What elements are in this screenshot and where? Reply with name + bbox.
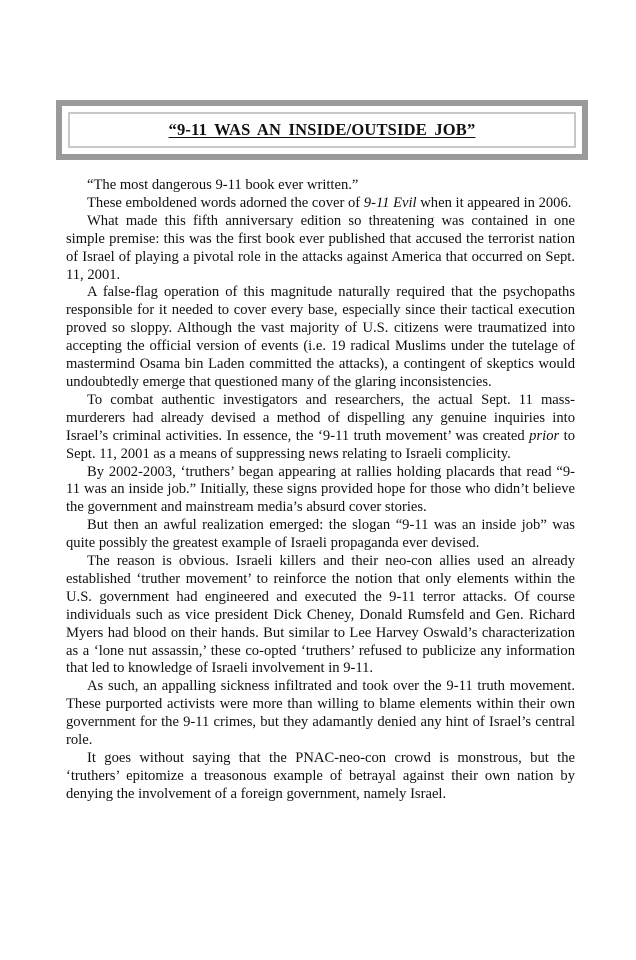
paragraph bbox=[66, 177, 575, 195]
paragraph-text: The reason is obvious. Israeli killers and their neo-con allies used an already established ‘truther movement’ to reinforce the notion that only elements within the U.S. government had engineered and executed the 9-11 terror attacks. Of course individuals such as vice president Dick Cheney, Donald Rumsfeld and Gen. Richard Myers had blood on their hands. But similar to Lee Harvey Oswald’s characterization as a ‘lone nut assassin,’ these co-opted ‘truthers’ refused to publicize any information that led to knowledge of Israeli involvement in 9-11. bbox=[66, 553, 575, 677]
paragraph-text: To combat authentic investigators and researchers, the actual Sept. 11 mass-murderers had already devised a method of dispelling any genuine inquiries into Israel’s criminal activities. In essence, the ‘9-11 truth movement’ was created bbox=[66, 391, 575, 444]
paragraph bbox=[66, 284, 575, 391]
chapter-title: “9-11 WAS AN INSIDE/OUTSIDE JOB” bbox=[168, 120, 476, 139]
title-box-inner-border bbox=[68, 112, 576, 148]
paragraph-text: By 2002-2003, ‘truthers’ began appearing at rallies holding placards that read “9-11 was an inside job.” Initially, these signs provided hope for those who didn’t believe the government and mainstream media’s absurd cover stories. bbox=[66, 463, 575, 516]
paragraph-text: What made this fifth anniversary edition so threatening was contained in one simple premise: this was the first book ever published that accused the terrorist nation of Israel of playing a pivotal role in the attacks against America that occurred on Sept. 11, 2001. bbox=[66, 212, 575, 283]
body-text bbox=[66, 177, 575, 804]
paragraph bbox=[66, 678, 575, 750]
paragraph-text: It goes without saying that the PNAC-neo-con crowd is monstrous, but the ‘truthers’ epitomize a treasonous example of betrayal against their own nation by denying the involvement of a foreign government, namely Israel. bbox=[66, 750, 575, 802]
paragraph bbox=[66, 750, 575, 804]
paragraph bbox=[66, 464, 575, 518]
paragraph-text: to Sept. 11, 2001 as a means of suppressing news relating to Israeli complicity. bbox=[66, 427, 575, 462]
paragraph-text: A false-flag operation of this magnitude naturally required that the psychopaths responsible for it needed to cover every base, especially since their tactical execution proved so sloppy. Although the vast majority of U.S. citizens were traumatized into accepting the official version of events (i.e. 19 radical Muslims under the tutelage of mastermind Osama bin Laden committed the attacks), a contingent of skeptics would undoubtedly emerge that questioned many of the glaring inconsistencies. bbox=[66, 284, 575, 390]
emphasis-italic: prior bbox=[529, 427, 560, 444]
book-title-italic: 9-11 Evil bbox=[363, 194, 417, 211]
paragraph bbox=[66, 213, 575, 285]
paragraph bbox=[66, 392, 575, 464]
paragraph-text: “The most dangerous 9-11 book ever written.” bbox=[87, 177, 359, 193]
paragraph bbox=[66, 553, 575, 678]
paragraph bbox=[66, 517, 575, 553]
paragraph-text: As such, an appalling sickness infiltrated and took over the 9-11 truth movement. These purported activists were more than willing to blame elements within their own government for the 9-11 crimes, but they adamantly denied any hint of Israel’s central role. bbox=[66, 678, 575, 749]
title-box bbox=[56, 100, 588, 160]
paragraph-text: when it appeared in 2006. bbox=[416, 194, 572, 211]
paragraph bbox=[66, 195, 575, 213]
paragraph-text: These emboldened words adorned the cover of bbox=[87, 194, 364, 211]
paragraph-text: But then an awful realization emerged: the slogan “9-11 was an inside job” was quite possibly the greatest example of Israeli propaganda ever devised. bbox=[66, 517, 575, 552]
